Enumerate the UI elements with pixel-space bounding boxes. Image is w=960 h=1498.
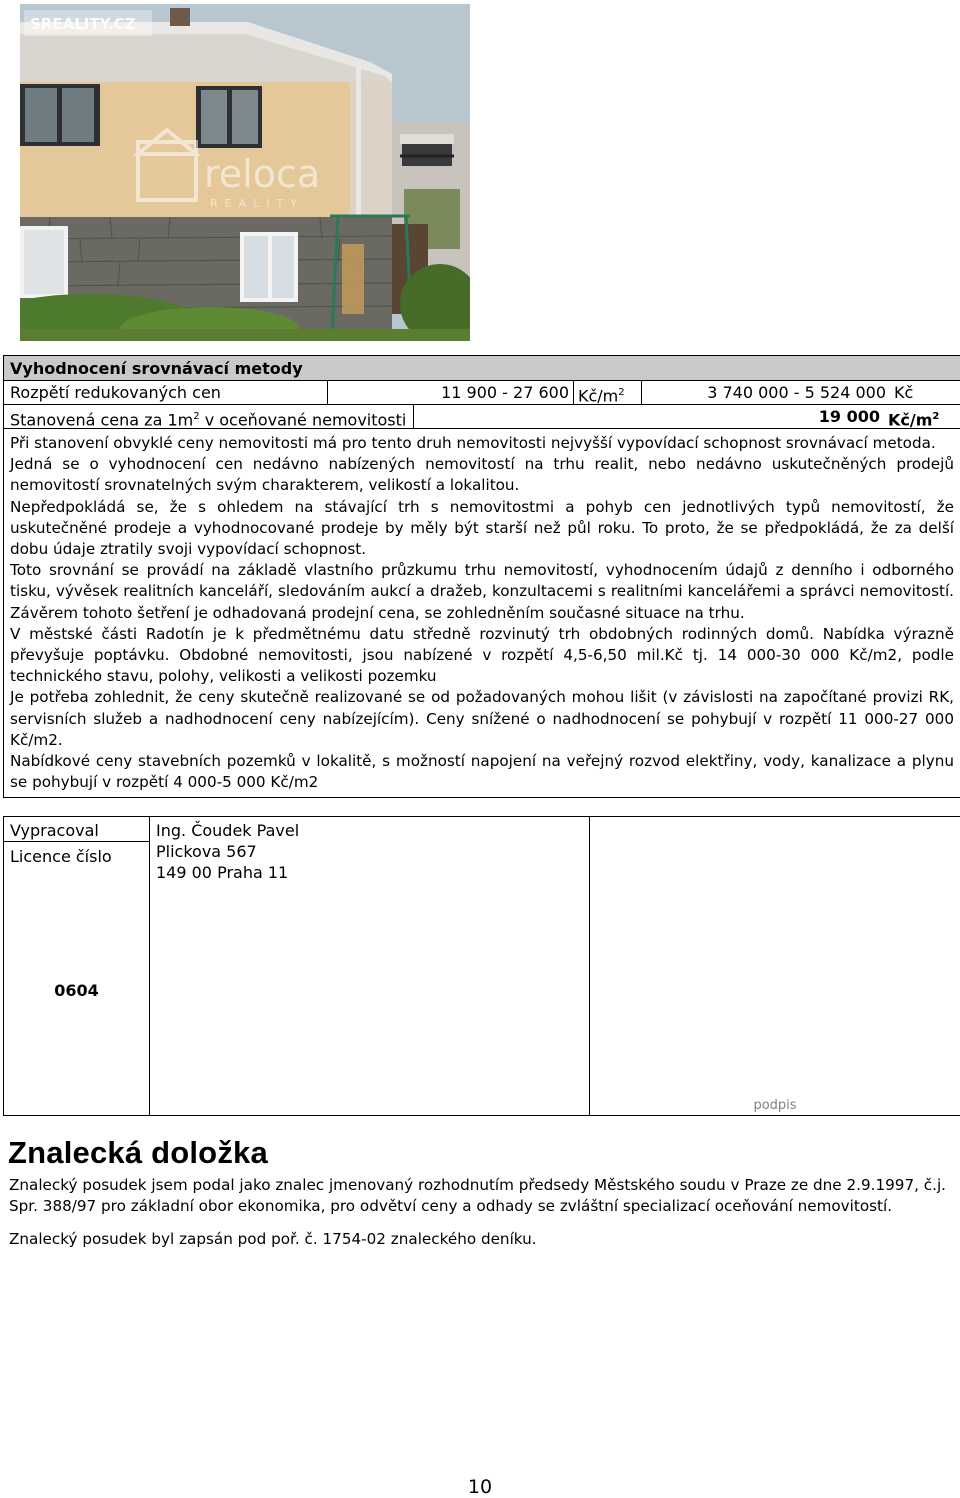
expert-name: Ing. Čoudek Pavel (156, 821, 300, 840)
expert-street: Plickova 567 (156, 842, 257, 861)
clause-text: Znalecký posudek jsem podal jako znalec jmenovaný rozhodnutím předsedy Městského soudu v Praze ze dne 2.9.1997, č.j. Spr. 388/97 pro základní obor ekonomika, pro odvětví ceny a odhady se zvláštní specializací oceňování nemovitostí. (9, 1176, 946, 1215)
evaluation-text (4, 429, 960, 797)
total-price-range: 3 740 000 - 5 524 000 (707, 383, 886, 402)
determined-price-unit: $Kč/m^2$ (888, 410, 940, 430)
signature-table (3, 816, 960, 1116)
reduced-price-label: Rozpětí redukovaných cen (4, 381, 328, 404)
svg-text:reloca: reloca (204, 152, 321, 196)
determined-price-row (4, 405, 960, 429)
paragraph: Jedná se o vyhodnocení cen nedávno nabízených nemovitostí na trhu realit, nebo nedávno uskutečněných prodejů nemovitostí srovnatelných svým charakterem, velikostí a lokalitou. (10, 455, 954, 495)
determined-price-value: 19 000 (818, 407, 880, 426)
reduced-price-range: 11 900 - 27 600 (328, 381, 574, 404)
licence-number: 0604 (54, 981, 99, 1000)
signature-area (590, 817, 960, 1115)
svg-text:SREALITY.CZ: SREALITY.CZ (30, 15, 136, 33)
paragraph: V městské části Radotín je k předmětnému datu středně rozvinutý trh obdobných rodinných domů. Nabídka výrazně převyšuje poptávku. Obdobné nemovitosti, jsou nabízené v rozpětí 4,5-6,50 mil.Kč tj. 14 000-30 000 Kč/m2, podle technického stavu, polohy, velikosti a velikosti pozemku (10, 624, 954, 686)
determined-price-label: Stanovená cena za $1m^2$ v oceňované nemovitosti (4, 405, 414, 428)
prepared-by-label: Vypracoval (4, 820, 149, 842)
expert-address (150, 817, 590, 1115)
signature-labels (4, 817, 150, 1115)
total-price-unit: Kč (894, 383, 914, 402)
expert-city: 149 00 Praha 11 (156, 863, 289, 882)
paragraph: Toto srovnání se provádí na základě vlastního průzkumu trhu nemovitostí, vyhodnocením údajů z denního i odborného tisku, vývěsek realitních kanceláří, sledováním aukcí a dražeb, konzultacemi s realitními kancelářemi a správci nemovitostí. Závěrem tohoto šetření je odhadovaná prodejní cena, se zohledněním současné situace na trhu. (10, 561, 954, 622)
signature-caption: podpis (753, 1098, 797, 1113)
clause-registration: Znalecký posudek byl zapsán pod poř. č. 1754-02 znaleckého deníku. (9, 1230, 537, 1248)
reduced-price-unit: $Kč/m^2$ (574, 381, 642, 404)
paragraph: Nabídkové ceny stavebních pozemků v lokalitě, s možností napojení na veřejný rozvod elektřiny, vody, kanalizace a plynu se pohybují v rozpětí 4 000-5 000 Kč/m2 (10, 752, 954, 792)
paragraph: Při stanovení obvyklé ceny nemovitosti má pro tento druh nemovitosti nejvyšší vypovídací schopnost srovnávací metoda. (10, 434, 936, 452)
reduced-price-range-row (4, 381, 960, 405)
property-photo (20, 4, 470, 341)
page-number: 10 (467, 1476, 493, 1498)
evaluation-table (3, 355, 960, 798)
clause-title: Znalecká doložka (8, 1135, 268, 1170)
svg-text:REALITY: REALITY (210, 197, 304, 210)
paragraph: Nepředpokládá se, že s ohledem na stávající trh s nemovitostmi a pohyb cen jednotlivých typů nemovitostí, že uskutečněné prodeje a vyhodnocované prodeje by měly být starší než půl roku. To proto, že se předpokládá, že za delší dobu údaje ztratily svoji vypovídací schopnost. (10, 497, 954, 559)
licence-label: Licence číslo (10, 847, 112, 866)
evaluation-heading: Vyhodnocení srovnávací metody (4, 356, 960, 381)
paragraph: Je potřeba zohlednit, že ceny skutečně realizované se od požadovaných mohou lišit (v závislosti na započítané provizi RK, servisních služeb a nadhodnocení ceny nabízejícím). Ceny snížené o nadhodnocení se pohybují v rozpětí 11 000-27 000 Kč/m2. (10, 688, 954, 749)
